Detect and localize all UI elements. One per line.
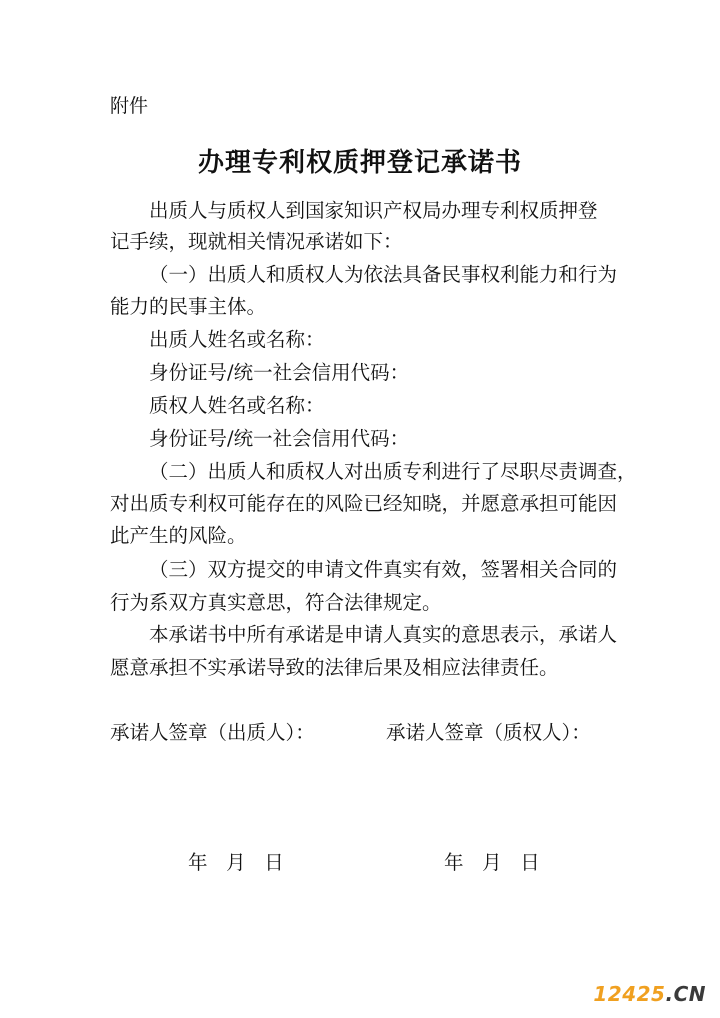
- paragraph-line: 本承诺书中所有承诺是申请人真实的意思表示，承诺人: [149, 623, 618, 646]
- field-label-pledgor-id: 身份证号/统一社会信用代码：: [149, 361, 410, 384]
- paragraph-line: （二）出质人和质权人对出质专利进行了尽职尽责调查，: [149, 460, 637, 483]
- paragraph-line: 记手续，现就相关情况承诺如下：: [110, 230, 403, 253]
- paragraph-line: 此产生的风险。: [110, 524, 247, 547]
- page-title: 办理专利权质押登记承诺书: [197, 148, 522, 178]
- date-pledgee: 年 月 日: [444, 851, 540, 874]
- signature-pledgor-label: 承诺人签章（出质人）：: [110, 721, 315, 744]
- paragraph-line: 出质人与质权人到国家知识产权局办理专利权质押登: [149, 199, 598, 222]
- date-pledgor: 年 月 日: [188, 851, 284, 874]
- field-label-pledgee-id: 身份证号/统一社会信用代码：: [149, 427, 410, 450]
- field-label-pledgee-name: 质权人姓名或名称：: [149, 394, 325, 417]
- paragraph-line: （三）双方提交的申请文件真实有效，签署相关合同的: [149, 558, 618, 581]
- site-watermark: [593, 982, 706, 1006]
- attachment-label: 附件: [110, 95, 149, 117]
- paragraph-line: 行为系双方真实意思，符合法律规定。: [110, 591, 442, 614]
- signature-pledgee-label: 承诺人签章（质权人）：: [386, 721, 591, 744]
- paragraph-line: 能力的民事主体。: [110, 295, 267, 318]
- paragraph-line: 对出质专利权可能存在的风险已经知晓，并愿意承担可能因: [110, 492, 618, 515]
- paragraph-line: （一）出质人和质权人为依法具备民事权利能力和行为: [149, 263, 618, 286]
- paragraph-line: 愿意承担不实承诺导致的法律后果及相应法律责任。: [110, 656, 559, 679]
- watermark-number: 12425: [593, 982, 666, 1006]
- watermark-domain: .CN: [665, 982, 706, 1006]
- field-label-pledgor-name: 出质人姓名或名称：: [149, 328, 325, 351]
